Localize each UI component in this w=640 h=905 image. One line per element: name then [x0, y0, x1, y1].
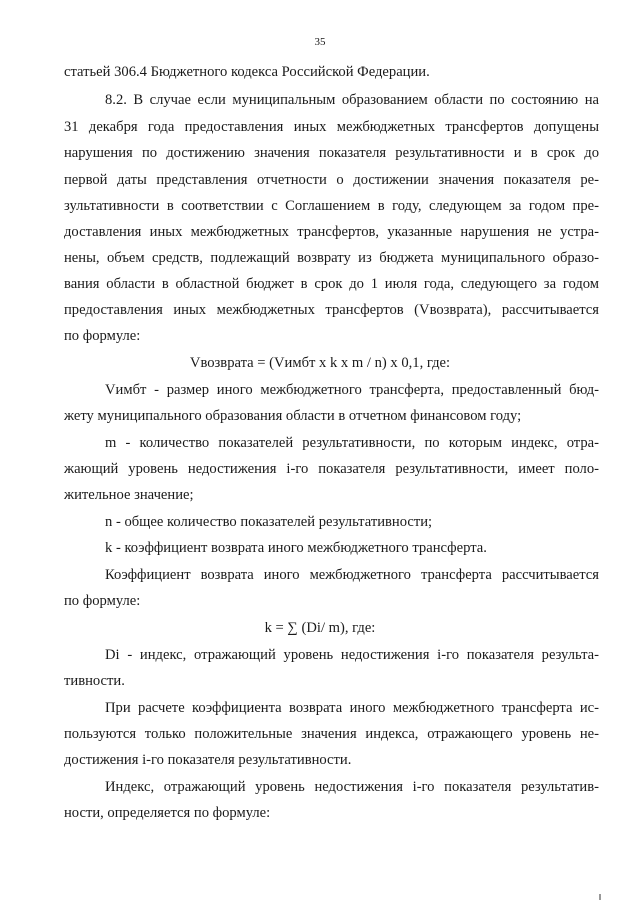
text-line: жительное значение; — [64, 487, 194, 503]
text-line: статьей 306.4 Бюджетного кодекса Российской Федерации. — [64, 64, 430, 80]
page-number: 35 — [314, 36, 326, 48]
text-line: 8.2. В случае если муниципальным образованием области по состоянию на — [105, 92, 599, 108]
text-line: предоставления иных межбюджетных трансфертов (Vвозврата), рассчитывается — [64, 302, 599, 318]
text-line: нарушения по достижению значения показателя результативности и в срок до — [64, 145, 599, 161]
scan-mark — [599, 894, 601, 900]
text-line: Индекс, отражающий уровень недостижения i-го показателя результатив- — [105, 779, 599, 795]
text-line: n - общее количество показателей результативности; — [105, 514, 433, 530]
text-line: k - коэффициент возврата иного межбюджетного трансферта. — [105, 540, 487, 556]
text-line: ности, определяется по формуле: — [64, 805, 271, 821]
text-line: вания области в областной бюджет в срок до 1 июля года, следующего за годом — [64, 276, 599, 292]
text-line: достижения i-го показателя результативности. — [64, 752, 352, 768]
text-line: нены, объем средств, подлежащий возврату из бюджета муниципального образо- — [64, 250, 599, 266]
formula-v-return: Vвозврата = (Vимбт x k x m / n) x 0,1, где: — [189, 355, 451, 371]
text-line: Коэффициент возврата иного межбюджетного трансферта рассчитывается — [105, 567, 599, 583]
text-line: доставления иных межбюджетных трансфертов, указанные нарушения не устра- — [64, 224, 599, 240]
text-line: по формуле: — [64, 328, 141, 344]
text-line: зультативности в соответствии с Соглашением в году, следующем за годом пре- — [64, 198, 599, 214]
text-line: первой даты представления отчетности о достижении значения показателя ре- — [64, 172, 599, 188]
text-line: Di - индекс, отражающий уровень недостижения i-го показателя результа- — [105, 647, 599, 663]
text-line: 31 декабря года предоставления иных межбюджетных трансфертов допущены — [64, 119, 599, 135]
formula-k: k = ∑ (Di/ m), где: — [264, 620, 376, 636]
text-line: m - количество показателей результативности, по которым индекс, отра- — [105, 435, 599, 451]
text-line: пользуются только положительные значения индекса, отражающего уровень не- — [64, 726, 599, 742]
text-line: При расчете коэффициента возврата иного межбюджетного трансферта ис- — [105, 700, 599, 716]
text-line: тивности. — [64, 673, 125, 689]
text-line: по формуле: — [64, 593, 141, 609]
text-line: Vимбт - размер иного межбюджетного трансферта, предоставленный бюд- — [105, 382, 599, 398]
text-line: жету муниципального образования области в отчетном финансовом году; — [64, 408, 522, 424]
text-line: жающий уровень недостижения i-го показателя результативности, имеет поло- — [64, 461, 599, 477]
